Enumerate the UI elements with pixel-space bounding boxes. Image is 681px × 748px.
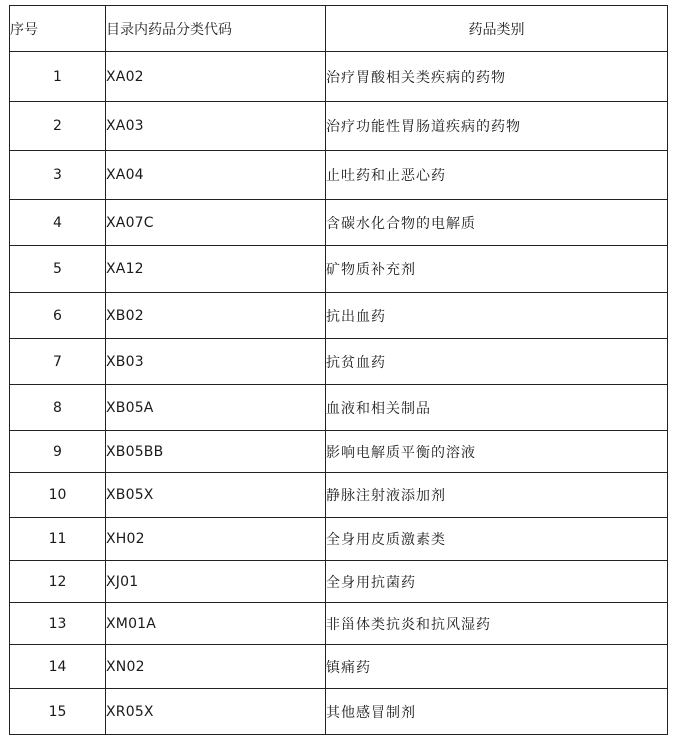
row-code: XA07C xyxy=(106,200,326,246)
row-code: XH02 xyxy=(106,518,326,561)
row-code: XB03 xyxy=(106,339,326,385)
table-header-row xyxy=(10,6,668,52)
row-code: XB05A xyxy=(106,385,326,431)
table-row xyxy=(10,645,668,689)
row-seq: 9 xyxy=(10,431,106,473)
header-category: 药品类别 xyxy=(326,6,668,52)
table-row xyxy=(10,52,668,102)
row-seq: 11 xyxy=(10,518,106,561)
row-seq: 4 xyxy=(10,200,106,246)
row-category: 血液和相关制品 xyxy=(326,385,668,431)
row-seq: 14 xyxy=(10,645,106,689)
row-seq: 13 xyxy=(10,603,106,645)
row-code: XB05X xyxy=(106,473,326,518)
row-code: XA04 xyxy=(106,151,326,200)
row-seq: 10 xyxy=(10,473,106,518)
row-category: 其他感冒制剂 xyxy=(326,689,668,735)
row-code: XB05BB xyxy=(106,431,326,473)
row-seq: 15 xyxy=(10,689,106,735)
row-code: XA12 xyxy=(106,246,326,293)
row-seq: 6 xyxy=(10,293,106,339)
table-row xyxy=(10,603,668,645)
row-seq: 8 xyxy=(10,385,106,431)
row-seq: 1 xyxy=(10,52,106,102)
row-code: XB02 xyxy=(106,293,326,339)
table-row xyxy=(10,102,668,151)
row-category: 镇痛药 xyxy=(326,645,668,689)
row-seq: 7 xyxy=(10,339,106,385)
row-category: 止吐药和止恶心药 xyxy=(326,151,668,200)
row-category: 影响电解质平衡的溶液 xyxy=(326,431,668,473)
row-seq: 3 xyxy=(10,151,106,200)
row-category: 矿物质补充剂 xyxy=(326,246,668,293)
table-row xyxy=(10,151,668,200)
row-category: 治疗胃酸相关类疾病的药物 xyxy=(326,52,668,102)
header-seq: 序号 xyxy=(10,6,106,52)
header-code: 目录内药品分类代码 xyxy=(106,6,326,52)
row-code: XA03 xyxy=(106,102,326,151)
row-category: 静脉注射液添加剂 xyxy=(326,473,668,518)
table-row xyxy=(10,339,668,385)
row-category: 抗出血药 xyxy=(326,293,668,339)
table-row xyxy=(10,473,668,518)
row-category: 全身用抗菌药 xyxy=(326,561,668,603)
row-category: 全身用皮质激素类 xyxy=(326,518,668,561)
row-code: XM01A xyxy=(106,603,326,645)
row-seq: 2 xyxy=(10,102,106,151)
row-code: XN02 xyxy=(106,645,326,689)
table-row xyxy=(10,431,668,473)
table-row xyxy=(10,293,668,339)
row-category: 非甾体类抗炎和抗风湿药 xyxy=(326,603,668,645)
table-row xyxy=(10,200,668,246)
row-code: XJ01 xyxy=(106,561,326,603)
row-code: XA02 xyxy=(106,52,326,102)
table-row xyxy=(10,518,668,561)
drug-category-table xyxy=(9,5,668,735)
row-category: 抗贫血药 xyxy=(326,339,668,385)
row-seq: 5 xyxy=(10,246,106,293)
row-category: 含碳水化合物的电解质 xyxy=(326,200,668,246)
row-category: 治疗功能性胃肠道疾病的药物 xyxy=(326,102,668,151)
table-row xyxy=(10,689,668,735)
row-seq: 12 xyxy=(10,561,106,603)
table-row xyxy=(10,246,668,293)
table-row xyxy=(10,561,668,603)
table-row xyxy=(10,385,668,431)
row-code: XR05X xyxy=(106,689,326,735)
